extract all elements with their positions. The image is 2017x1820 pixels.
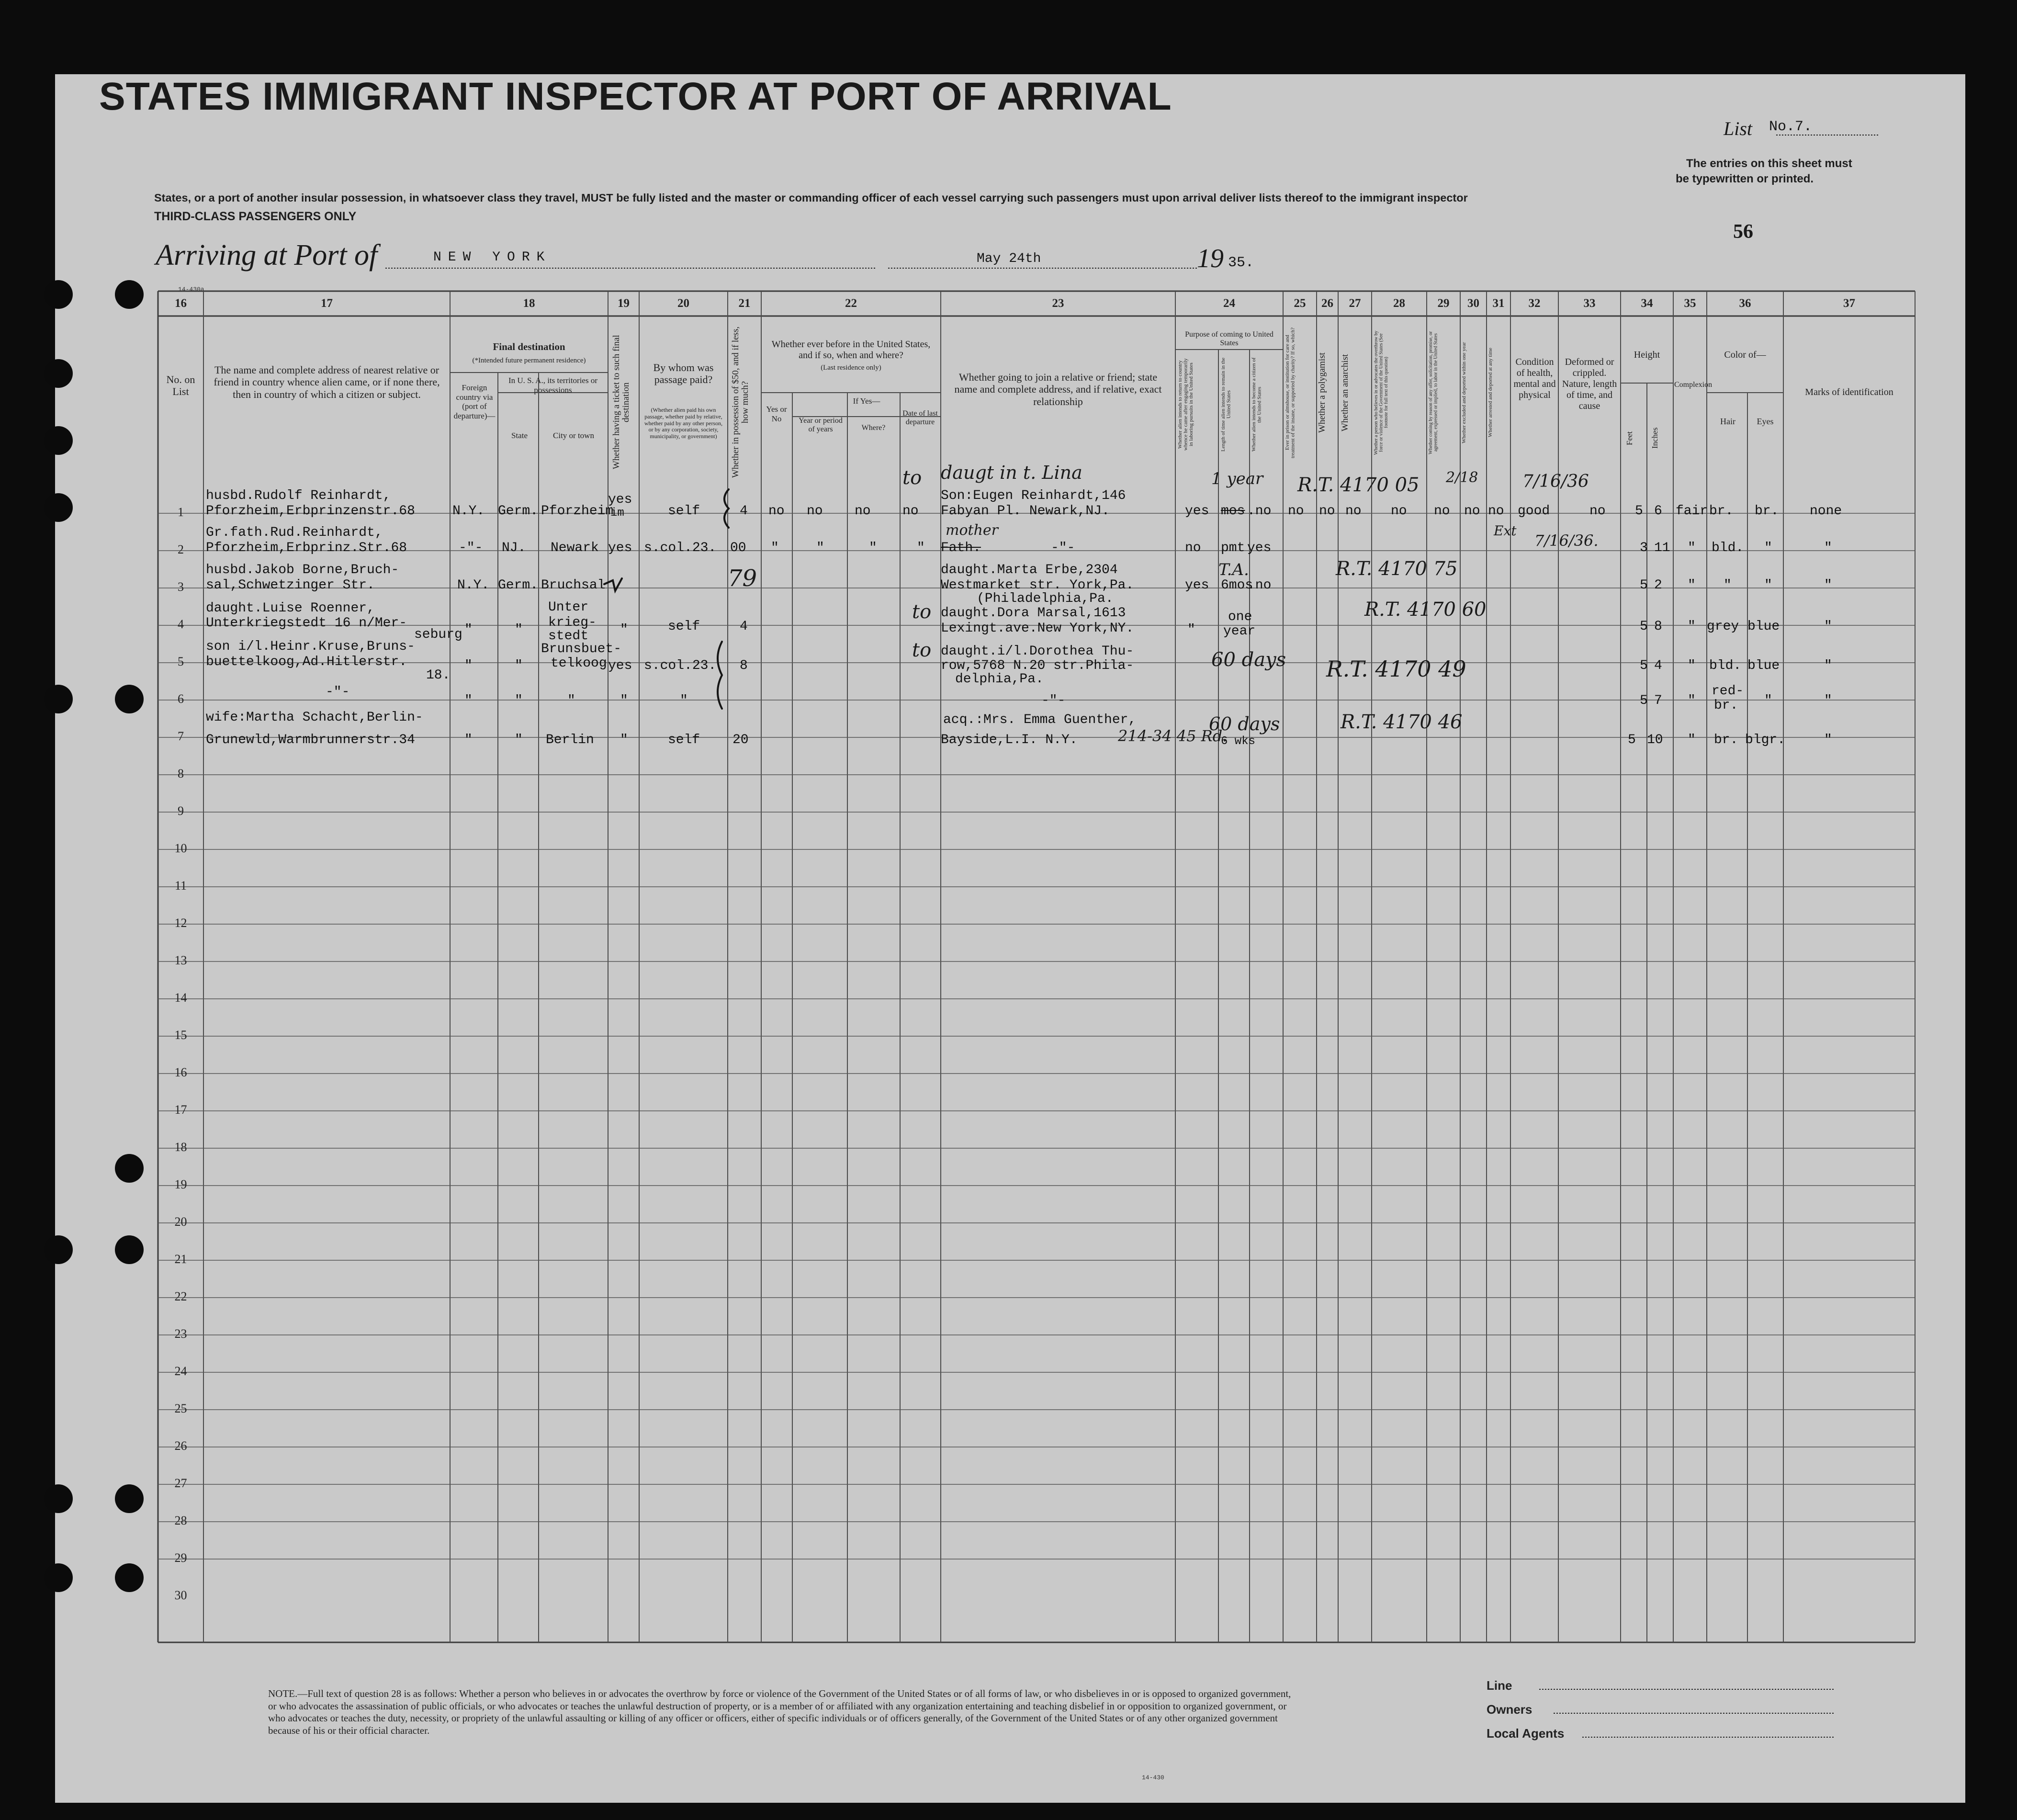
- instructions: States, or a port of another insular possession, in whatsoever class they travel, MUST be fully listed and the master or commanding officer of each vessel carrying such passengers must upon arrival deliver lists thereof to the immigrant inspector: [154, 192, 1468, 204]
- row-number: 6: [178, 692, 184, 706]
- r2-relative-line2: Pforzheim,Erbprinz.Str.68: [206, 541, 407, 555]
- r5-marks: ": [1824, 658, 1832, 673]
- col-header-feet: Feet: [1625, 431, 1634, 445]
- r1-before: no: [768, 504, 785, 519]
- r7-marks: ": [1824, 733, 1832, 747]
- r1-q30: no: [1464, 504, 1480, 519]
- r5-state: ": [515, 658, 523, 673]
- col-header-marks: Marks of identification: [1805, 387, 1893, 397]
- r1-marks: none: [1810, 504, 1842, 519]
- r7-inches: 10: [1647, 733, 1663, 747]
- r7-paid: self: [668, 733, 700, 747]
- r2-length: pmt: [1221, 541, 1245, 555]
- col-num-33: 33: [1583, 297, 1596, 310]
- col-header-height: Height: [1634, 350, 1660, 360]
- row-number: 14: [174, 991, 187, 1005]
- r3-return: yes: [1185, 578, 1209, 593]
- r5-relative-line1: son i/l.Heinr.Kruse,Bruns-: [206, 639, 415, 654]
- col-num-31: 31: [1492, 297, 1505, 310]
- row-number: 21: [174, 1252, 187, 1266]
- r4-state: ": [515, 622, 523, 637]
- r5-join-line1: daught.i/l.Dorothea Thu-: [941, 644, 1134, 659]
- r7-state: ": [515, 733, 523, 747]
- col-header-q31: Whether arrested and deported at any time: [1487, 348, 1493, 438]
- col-header-ticket: Whether having a ticket to such final destination: [611, 335, 631, 470]
- r2-marks: ": [1824, 541, 1832, 555]
- r1-q31: no: [1488, 504, 1504, 519]
- r1-deformed: no: [1589, 504, 1606, 519]
- r6-relative: -"-: [326, 685, 350, 700]
- r7-relative-line2: Grunewld,Warmbrunnerstr.34: [206, 733, 415, 747]
- row-number: 15: [174, 1028, 187, 1042]
- r3-inches: 2: [1654, 578, 1662, 593]
- r4-ticket: ": [620, 622, 628, 637]
- r4-eyes: blue: [1747, 619, 1780, 634]
- r1-hair: br.: [1709, 504, 1734, 519]
- r1-city: Pforzheim: [541, 504, 614, 519]
- col-header-health: Condition of health, mental and physical: [1513, 357, 1556, 400]
- r1-join-handwritten: daugt in t. Lina: [941, 462, 1082, 483]
- r2-years: ": [816, 541, 824, 555]
- r2-hair: bld.: [1712, 541, 1744, 555]
- col-header-purpose-return: Whether alien intends to return to country whence he came after engaging temporarily in laboring pursuits in the United States: [1177, 358, 1194, 451]
- r1-feet: 5: [1635, 504, 1643, 519]
- r6-city: ": [567, 693, 575, 708]
- row-number: 4: [178, 617, 184, 631]
- r7-money: 20: [732, 733, 749, 747]
- col-num-28: 28: [1393, 297, 1405, 310]
- row-number: 11: [174, 879, 187, 893]
- r5-join-line2: row,5768 N.20 str.Phila-: [941, 658, 1134, 673]
- r5-length-handwritten: 60 days: [1211, 649, 1286, 671]
- col-num-29: 29: [1437, 297, 1450, 310]
- line-label: Line: [1487, 1678, 1512, 1693]
- r2-citizen: yes: [1247, 541, 1272, 555]
- entries-note-2: be typewritten or printed.: [1676, 172, 1814, 185]
- r4-join-to: to: [912, 601, 932, 623]
- col-num-27: 27: [1349, 297, 1361, 310]
- col-header-no-on-list: No. on List: [166, 373, 195, 398]
- row-number: 16: [174, 1065, 187, 1079]
- r4-join-line1: daught.Dora Marsal,1613: [941, 606, 1126, 621]
- r7-complexion: ": [1688, 733, 1696, 747]
- r6-marks: ": [1824, 693, 1832, 708]
- year-suffix: 35.: [1228, 255, 1254, 271]
- r4-relative-line3: seburg: [414, 627, 462, 642]
- col-header-if-yes: If Yes—: [853, 396, 880, 406]
- row-number: 27: [174, 1476, 187, 1490]
- r5-hair: bld.: [1709, 658, 1742, 673]
- r1-q28: no: [1391, 504, 1407, 519]
- r3-via: N.Y.: [457, 578, 490, 593]
- row-number: 28: [174, 1514, 187, 1527]
- col-header-usa: In U. S. A., its territories or possessions: [508, 376, 598, 395]
- col-num-19: 19: [618, 297, 630, 310]
- r1-join-line2: Fabyan Pl. Newark,NJ.: [941, 504, 1110, 519]
- r2-join-handwritten: mother: [946, 522, 998, 539]
- row-number: 1: [178, 505, 184, 519]
- r1-years: no: [807, 504, 823, 519]
- question-28-footnote: NOTE.—Full text of question 28 is as follows: Whether a person who believes in or advocates the overthrow by force or violence of the Government of the United States or of all forms of law, or who disbelieves in or is opposed to organized government, or who advocates the assassination of public officials, or who advocates or teaches the unlawful destruction of property, or is a member of or affiliated with any organization entertaining and teaching disbelief in or opposition to organized government, or who advocates or teaches the duty, necessity, or propriety of the unlawful assaulting or killing of any officer or officers, either of specific individuals or of officers generally, of the Government of the United States or of any other organized government because of his or their official character.: [268, 1688, 1291, 1736]
- r7-length: 6 wks: [1221, 735, 1256, 748]
- r1-relative-line2: Pforzheim,Erbprinzenstr.68: [206, 504, 415, 519]
- r2-date: ": [917, 541, 925, 555]
- col-num-23: 23: [1052, 297, 1064, 310]
- r5-inches: 4: [1654, 658, 1662, 673]
- r1-rt-handwritten: R.T. 4170 05: [1297, 474, 1420, 496]
- row-number: 9: [178, 804, 184, 818]
- r1-join-line1: Son:Eugen Reinhardt,146: [941, 488, 1126, 503]
- r3-join-line3: (Philadelphia,Pa.: [977, 591, 1114, 606]
- col-header-purpose: Purpose of coming to United States: [1185, 330, 1273, 348]
- r1-complexion: fair: [1676, 504, 1708, 519]
- col-header-last-departure: Date of last departure: [902, 409, 938, 427]
- r2-state: NJ.: [502, 541, 526, 555]
- r6-eyes: ": [1764, 693, 1772, 708]
- col-header-q29: Whether coming by reason of any offer, solicitation, promise, or agreement, expressed or implied, to labor in the United States: [1428, 331, 1439, 454]
- col-header-purpose-length: Length of time alien intends to remain in the United States: [1220, 357, 1232, 452]
- r6-ticket: ": [620, 693, 628, 708]
- r3-city: Bruchsal: [541, 578, 606, 593]
- r3-eyes: ": [1764, 578, 1772, 593]
- r5-feet: 5: [1640, 658, 1648, 673]
- local-agents-label: Local Agents: [1487, 1726, 1565, 1741]
- r4-return: ": [1187, 622, 1195, 637]
- r7-city: Berlin: [546, 733, 594, 747]
- r3-citizen: .no: [1247, 578, 1272, 593]
- col-num-24: 24: [1223, 297, 1235, 310]
- row-number: 10: [174, 841, 187, 855]
- r6-complexion: ": [1688, 693, 1696, 708]
- col-num-22: 22: [845, 297, 857, 310]
- r2-return: no: [1185, 541, 1201, 555]
- r2-complexion: ": [1688, 541, 1696, 555]
- r4-inches: 8: [1654, 619, 1662, 634]
- col-header-state: State: [511, 431, 528, 440]
- r5-relative-line2: buettelkoog,Ad.Hitlerstr.: [206, 655, 407, 669]
- r4-city-2: krieg-: [548, 615, 597, 630]
- col-num-32: 32: [1528, 297, 1541, 310]
- r3-length: 6mos: [1221, 578, 1253, 593]
- r5-complexion: ": [1688, 658, 1696, 673]
- col-num-26: 26: [1321, 297, 1333, 310]
- r7-hair: br.: [1714, 733, 1738, 747]
- col-num-30: 30: [1467, 297, 1479, 310]
- col-header-passage-paid-sub: (Whether alien paid his own passage, whether paid by relative, whether paid by any other person, or by any corporation, society, municipality, or government): [644, 407, 723, 440]
- r7-address-handwritten: 214-34 45 Rd.: [1118, 727, 1228, 745]
- col-header-relative: The name and complete address of nearest relative or friend in country whence alien came, or if none there, then in country of which a citizen or subject.: [214, 364, 440, 400]
- r3-money-handwritten: 79: [728, 565, 757, 592]
- r4-city-3: stedt: [548, 629, 589, 644]
- col-header-eyes: Eyes: [1757, 417, 1774, 426]
- col-header-hair: Hair: [1720, 417, 1735, 426]
- r1-ticket-b: im: [610, 507, 624, 520]
- r1-eyes: br.: [1755, 504, 1779, 519]
- col-num-36: 36: [1739, 297, 1751, 310]
- r6-state: ": [515, 693, 523, 708]
- r1-date: no: [902, 504, 919, 519]
- r1-via: N.Y.: [452, 504, 485, 519]
- r1-join-to: to: [902, 467, 922, 489]
- col-num-25: 25: [1294, 297, 1306, 310]
- col-header-purpose-citizen: Whether alien intends to become a citizen of the United States: [1251, 357, 1262, 452]
- r2-eyes: ": [1764, 541, 1772, 555]
- col-num-37: 37: [1843, 297, 1855, 310]
- r3-join-line1: daught.Marta Erbe,2304: [941, 563, 1118, 577]
- r7-join-line1: acq.:Mrs. Emma Guenther,: [943, 712, 1137, 727]
- col-num-34: 34: [1641, 297, 1653, 310]
- col-header-city: City or town: [553, 431, 594, 440]
- row-number: 22: [174, 1289, 187, 1303]
- col-num-35: 35: [1684, 297, 1696, 310]
- r5-paid: s.col.23.: [644, 658, 717, 673]
- r3-rt-handwritten: R.T. 4170 75: [1336, 558, 1458, 580]
- r3-feet: 5: [1640, 578, 1648, 593]
- col-header-before-in-us: Whether ever before in the United States, and if so, when and where?: [771, 339, 931, 361]
- r3-ta-handwritten: T.A.: [1218, 560, 1249, 579]
- row-number: 25: [174, 1402, 187, 1415]
- r2-relative-line1: Gr.fath.Rud.Reinhardt,: [206, 525, 383, 540]
- r2-before: ": [771, 541, 779, 555]
- r5-eyes: blue: [1747, 658, 1780, 673]
- row-number: 30: [174, 1588, 187, 1602]
- r1-relative-line1: husbd.Rudolf Reinhardt,: [206, 488, 391, 503]
- r4-rt-handwritten: R.T. 4170 60: [1364, 599, 1487, 621]
- r7-length-handwritten: 60 days: [1209, 713, 1280, 735]
- r6-feet: 5: [1640, 693, 1648, 708]
- r2-money: 00: [730, 541, 746, 555]
- col-header-deformed: Deformed or crippled. Nature, length of time, and cause: [1562, 357, 1617, 411]
- col-header-q28: Whether a person who believes in or advocates the overthrow by force or violence of the Government of the United States (See footnote for full text of this question): [1374, 330, 1389, 455]
- r7-relative-line1: wife:Martha Schacht,Berlin-: [206, 710, 423, 725]
- r1-return: yes: [1185, 504, 1209, 519]
- r6-via: ": [464, 693, 473, 708]
- entries-note-1: The entries on this sheet must: [1686, 157, 1852, 170]
- col-header-q30: Whether excluded and deported within one year: [1461, 342, 1467, 443]
- row-number: 29: [174, 1551, 187, 1565]
- r4-marks: ": [1824, 619, 1832, 634]
- row-number: 5: [178, 655, 184, 668]
- r3-state: Germ.: [498, 578, 539, 593]
- owners-label: Owners: [1487, 1702, 1532, 1717]
- r5-via: ": [464, 658, 473, 673]
- row-number: 8: [178, 767, 184, 780]
- r2-feet: 3: [1640, 541, 1648, 555]
- port-value: NEW YORK: [433, 250, 552, 265]
- r1-length: mos: [1221, 504, 1245, 519]
- col-header-polygamist: Whether a polygamist: [1317, 352, 1327, 433]
- col-header-color: Color of—: [1724, 350, 1766, 360]
- col-num-20: 20: [677, 297, 689, 310]
- r5-city-2: telkoog: [551, 656, 607, 671]
- row-number: 24: [174, 1364, 187, 1378]
- class-line: THIRD-CLASS PASSENGERS ONLY: [154, 210, 357, 223]
- r2-inches: 11: [1654, 541, 1670, 555]
- r7-ticket: ": [620, 733, 628, 747]
- r6-inches: 7: [1654, 693, 1662, 708]
- r4-via: ": [464, 622, 473, 637]
- col-num-17: 17: [321, 297, 333, 310]
- r2-paid: s.col.23.: [644, 541, 717, 555]
- r5-join-to: to: [912, 639, 932, 661]
- r2-join-line2: -"-: [1051, 541, 1075, 555]
- r1-anarchist: no: [1345, 504, 1362, 519]
- row-number: 23: [174, 1327, 187, 1341]
- r5-join-line3: delphia,Pa.: [955, 672, 1044, 687]
- col-header-passage-paid: By whom was passage paid?: [653, 362, 714, 386]
- r3-relative-line1: husbd.Jakob Borne,Bruch-: [206, 563, 399, 577]
- r6-paid: ": [680, 693, 688, 708]
- r7-via: ": [464, 733, 473, 747]
- r1-polygamist: no: [1319, 504, 1335, 519]
- r2-via: -"-: [459, 541, 483, 555]
- col-header-join-relative: Whether going to join a relative or friend; state name and complete address, and if relative, exact relationship: [954, 371, 1162, 407]
- col-header-yes-no: Yes or No: [766, 405, 787, 423]
- r4-relative-line1: daught.Luise Roenner,: [206, 601, 375, 616]
- r2-margin-handwritten: Ext: [1494, 523, 1517, 539]
- page-title: STATES IMMIGRANT INSPECTOR AT PORT OF ARRIVAL: [99, 75, 1172, 118]
- r1-paid: self: [668, 504, 700, 519]
- r2-ticket: yes: [608, 541, 632, 555]
- arriving-label: Arriving at Port of: [156, 239, 378, 271]
- col-header-where: Where?: [861, 424, 886, 432]
- col-num-16: 16: [175, 297, 187, 310]
- col-header-money: Whether in possession of $50, and if less, how much?: [731, 326, 750, 478]
- r2-date-handwritten: 7/16/36.: [1534, 531, 1599, 550]
- r1-money: 4: [740, 504, 748, 519]
- corner-form-mark: 14-430a: [178, 286, 204, 293]
- r1-health: good: [1518, 504, 1550, 519]
- r2-where: ": [869, 541, 877, 555]
- r2-city: Newark: [551, 541, 599, 555]
- r5-money: 8: [740, 658, 748, 673]
- col-header-final-destination: Final destination: [493, 341, 565, 352]
- r4-join-line2: Lexingt.ave.New York,NY.: [941, 621, 1134, 636]
- r6-hair-2: br.: [1714, 698, 1738, 713]
- r1-prison: no: [1288, 504, 1304, 519]
- col-num-18: 18: [523, 297, 535, 310]
- r3-join-line2: Westmarket str. York,Pa.: [941, 578, 1134, 593]
- row-number: 2: [178, 543, 184, 556]
- r5-relative-line3: 18.: [426, 668, 451, 683]
- list-label: List: [1724, 118, 1753, 139]
- r4-city-1: Unter: [548, 600, 589, 615]
- r3-marks: ": [1824, 578, 1832, 593]
- r1-q29: no: [1434, 504, 1450, 519]
- row-number: 19: [174, 1177, 187, 1191]
- r7-eyes: blgr.: [1745, 733, 1786, 747]
- col-header-inches: Inches: [1650, 427, 1659, 449]
- r4-length-2: year: [1223, 624, 1256, 639]
- row-number: 7: [178, 729, 184, 743]
- r5-ticket: yes: [608, 658, 632, 673]
- row-number: 12: [174, 916, 187, 930]
- r1-margin-handwritten: 2/18: [1446, 469, 1478, 486]
- page-number: 56: [1733, 221, 1753, 243]
- col-header-years: Year or period of years: [799, 417, 843, 434]
- r4-hair: grey: [1707, 619, 1739, 634]
- r6-hair-1: red-: [1712, 684, 1744, 699]
- col-header-anarchist: Whether an anarchist: [1340, 354, 1350, 431]
- row-number: 13: [174, 953, 187, 967]
- r7-rt-handwritten: R.T. 4170 46: [1341, 711, 1463, 733]
- r1-inches: 6: [1654, 504, 1662, 519]
- r1-ticket: yes: [608, 492, 632, 507]
- r7-join-line2: Bayside,L.I. N.Y.: [941, 733, 1078, 747]
- row-number: 26: [174, 1439, 187, 1453]
- col-num-21: 21: [738, 297, 751, 310]
- r5-city-1: Brunsbuet-: [541, 642, 622, 656]
- col-header-complexion: Complexion: [1674, 381, 1713, 389]
- r4-complexion: ": [1688, 619, 1696, 634]
- r7-feet: 5: [1628, 733, 1636, 747]
- r1-where: no: [855, 504, 871, 519]
- r3-complexion: ": [1688, 578, 1696, 593]
- arrival-date: May 24th: [977, 251, 1041, 266]
- r4-length-1: one: [1228, 610, 1252, 624]
- row-number: 20: [174, 1215, 187, 1229]
- list-number: No.7.: [1769, 119, 1813, 135]
- r6-join: -"-: [1041, 693, 1066, 708]
- r4-money: 4: [740, 619, 748, 634]
- row-number: 18: [174, 1140, 187, 1154]
- r5-rt-handwritten: R.T. 4170 49: [1326, 656, 1466, 682]
- r4-feet: 5: [1640, 619, 1648, 634]
- r4-paid: self: [668, 619, 700, 634]
- r1-length-handwritten: 1 year: [1211, 469, 1263, 488]
- r1-citizen: .no: [1247, 504, 1272, 519]
- col-header-prison: Ever in prison or almshouse, or institution for care and treatment of the insane, or supported by charity? If so, which?: [1285, 327, 1296, 458]
- col-header-foreign-country: Foreign country via (port of departure)—: [453, 383, 496, 420]
- r3-relative-line2: sal,Schwetzinger Str.: [206, 578, 375, 593]
- form-code: 14-430: [1142, 1774, 1164, 1781]
- row-number: 3: [178, 580, 184, 594]
- r3-hair: ": [1724, 578, 1732, 593]
- year-prefix: 19: [1197, 244, 1224, 273]
- r4-relative-line2: Unterkriegstedt 16 n/Mer-: [206, 616, 407, 631]
- r2-join-line1: Fath.: [941, 541, 981, 555]
- row-number: 17: [174, 1103, 187, 1117]
- col-header-final-destination-sub: (*Intended future permanent residence): [472, 357, 586, 364]
- r1-state: Germ.: [498, 504, 539, 519]
- r1-date-handwritten: 7/16/36: [1522, 472, 1589, 491]
- col-header-before-sub: (Last residence only): [821, 364, 881, 372]
